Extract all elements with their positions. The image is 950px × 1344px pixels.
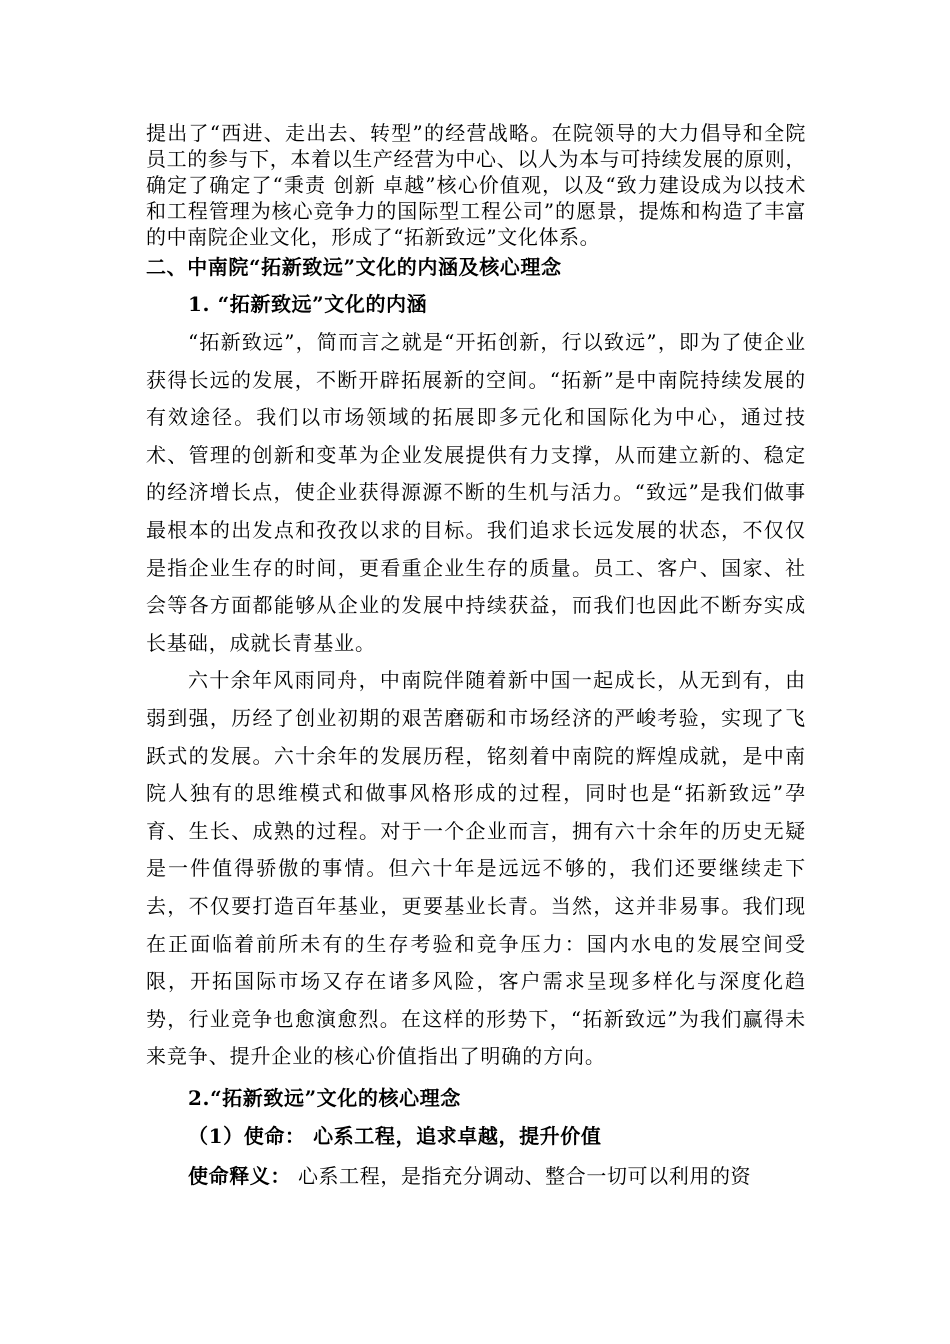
mission-heading: （1）使命： 心系工程，追求卓越，提升价值 <box>188 1123 602 1148</box>
sub-heading-core-concepts: 2.“拓新致远”文化的核心理念 <box>188 1085 461 1110</box>
section-two-heading: 二、中南院“拓新致远”文化的内涵及核心理念 <box>146 255 562 279</box>
sub-heading-connotation: 1. “拓新致远”文化的内涵 <box>188 292 428 316</box>
mission-definition-line <box>188 1156 806 1196</box>
mission-definition-label: 使命释义： <box>188 1163 291 1188</box>
intro-paragraph: 提出了“西进、走出去、转型”的经营战略。在院领导的大力倡导和全院员工的参与下，本着以生产经营为中心、以人为本与可持续发展的原则，确定了确定了“秉责 创新 卓越”核心价值观，以及“致力建设成为以技术和工程管理为核心竞争力的国际型工程公司”的愿景，提炼和构造了丰富的中南院企业文化，形成了“拓新致远”文化体系。 <box>146 121 806 249</box>
history-paragraph: 六十余年风雨同舟，中南院伴随着新中国一起成长，从无到有，由弱到强，历经了创业初期的艰苦磨砺和市场经济的严峻考验，实现了飞跃式的发展。六十余年的发展历程，铭刻着中南院的辉煌成就，是中南院人独有的思维模式和做事风格形成的过程，同时也是“拓新致远”孕育、生长、成熟的过程。对于一个企业而言，拥有六十余年的历史无疑是一件值得骄傲的事情。但六十年是远远不够的，我们还要继续走下去，不仅要打造百年基业，更要基业长青。当然，这并非易事。我们现在正面临着前所未有的生存考验和竞争压力：国内水电的发展空间受限，开拓国际市场又存在诸多风险，客户需求呈现多样化与深度化趋势，行业竞争也愈演愈烈。在这样的形势下，“拓新致远”为我们赢得未来竞争、提升企业的核心价值指出了明确的方向。 <box>146 668 806 1069</box>
mission-definition-text: 心系工程，是指充分调动、整合一切可以利用的资 <box>291 1163 752 1188</box>
connotation-paragraph: “拓新致远”，简而言之就是“开拓创新，行以致远”，即为了使企业获得长远的发展，不断开辟拓展新的空间。“拓新”是中南院持续发展的有效途径。我们以市场领域的拓展即多元化和国际化为中心，通过技术、管理的创新和变革为企业发展提供有力支撑，从而建立新的、稳定的经济增长点，使企业获得源源不断的生机与活力。“致远”是我们做事最根本的出发点和孜孜以求的目标。我们追求长远发展的状态，不仅仅是指企业生存的时间，更看重企业生存的质量。员工、客户、国家、社会等各方面都能够从企业的发展中持续获益，而我们也因此不断夯实成长基础，成就长青基业。 <box>146 330 806 655</box>
document-page <box>146 120 806 1196</box>
